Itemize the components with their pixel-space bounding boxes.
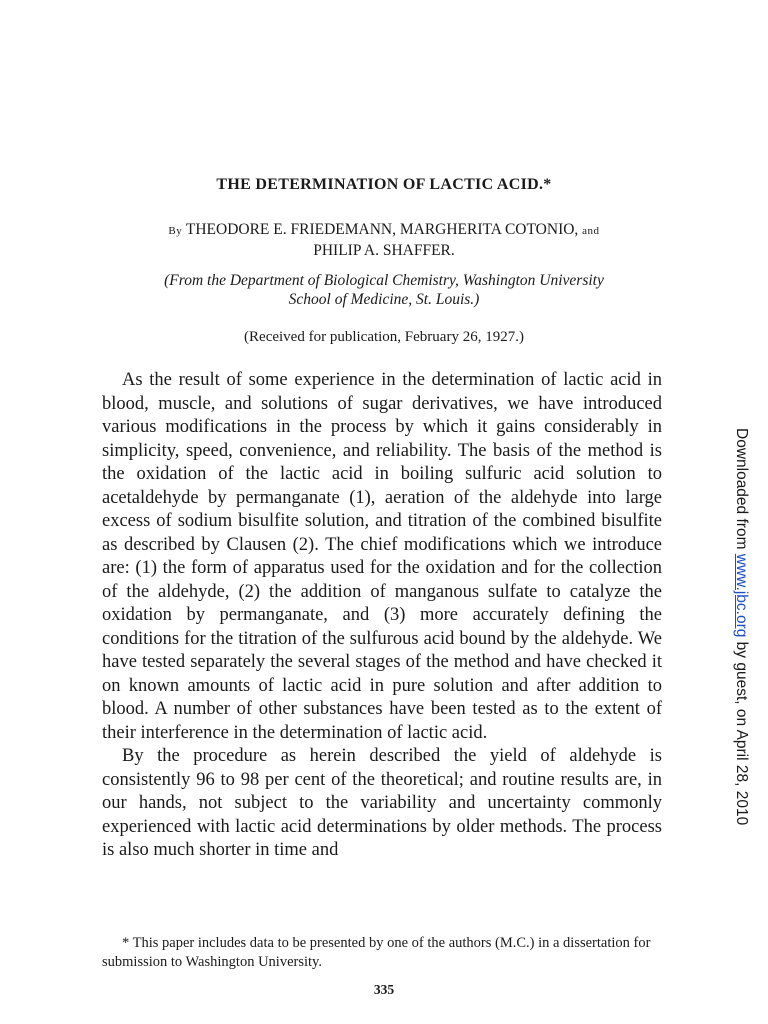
download-watermark bbox=[720, 428, 750, 828]
byline-authors-2: PHILIP A. SHAFFER. bbox=[313, 242, 455, 259]
byline-and: and bbox=[582, 225, 600, 237]
affiliation-line-2: School of Medicine, St. Louis.) bbox=[288, 291, 480, 308]
footnote bbox=[102, 934, 662, 972]
author-byline bbox=[0, 220, 768, 260]
article-title: THE DETERMINATION OF LACTIC ACID.* bbox=[216, 176, 552, 193]
affiliation-line-1: (From the Department of Biological Chemistry, Washington University bbox=[164, 272, 604, 289]
watermark-suffix: by guest, on April 28, 2010 bbox=[733, 637, 750, 826]
body-paragraph-1: As the result of some experience in the determination of lactic acid in blood, muscle, and solutions of sugar derivatives, we have introduced various modifications in the process by which it gains considerably in simplicity, speed, convenience, and reliability. The basis of the method is the oxidation of the lactic acid in boiling sulfuric acid solution to acetaldehyde by permanganate (1), aeration of the aldehyde into large excess of sodium bisulfite solution, and titration of the combined bisulfite as described by Clausen (2). The chief modifications which we introduce are: (1) the form of apparatus used for the oxidation and for the collection of the aldehyde, (2) the addition of manganous sulfate to catalyze the oxidation by permanganate, and (3) more accurately defining the conditions for the titration of the sulfurous acid bound by the aldehyde. We have tested separately the several stages of the method and have checked it on known amounts of lactic acid in pure solution and after addition to blood. A number of other substances have been tested as to the extent of their interference in the determination of lactic acid. bbox=[102, 370, 662, 743]
article-body bbox=[102, 369, 662, 863]
byline-authors-1: THEODORE E. FRIEDEMANN, MARGHERITA COTONIO, bbox=[185, 221, 579, 238]
byline-by: By bbox=[168, 225, 183, 237]
byline-line-1 bbox=[0, 220, 768, 241]
page-number: 335 bbox=[373, 982, 395, 997]
footnote-text: * This paper includes data to be presented by one of the authors (M.C.) in a dissertation for submission to Washington University. bbox=[102, 935, 651, 970]
affiliation bbox=[0, 271, 768, 309]
received-date: (Received for publication, February 26, 1927.) bbox=[244, 329, 524, 345]
jbc-link[interactable]: www.jbc.org bbox=[733, 553, 750, 638]
body-paragraph-2: By the procedure as herein described the yield of aldehyde is consistently 96 to 98 per cent of the theoretical; and routine results are, in our hands, not subject to the variability and uncertainty commonly experienced with lactic acid determinations by older methods. The process is also much shorter in time and bbox=[102, 746, 662, 860]
watermark-prefix: Downloaded from bbox=[733, 428, 750, 554]
